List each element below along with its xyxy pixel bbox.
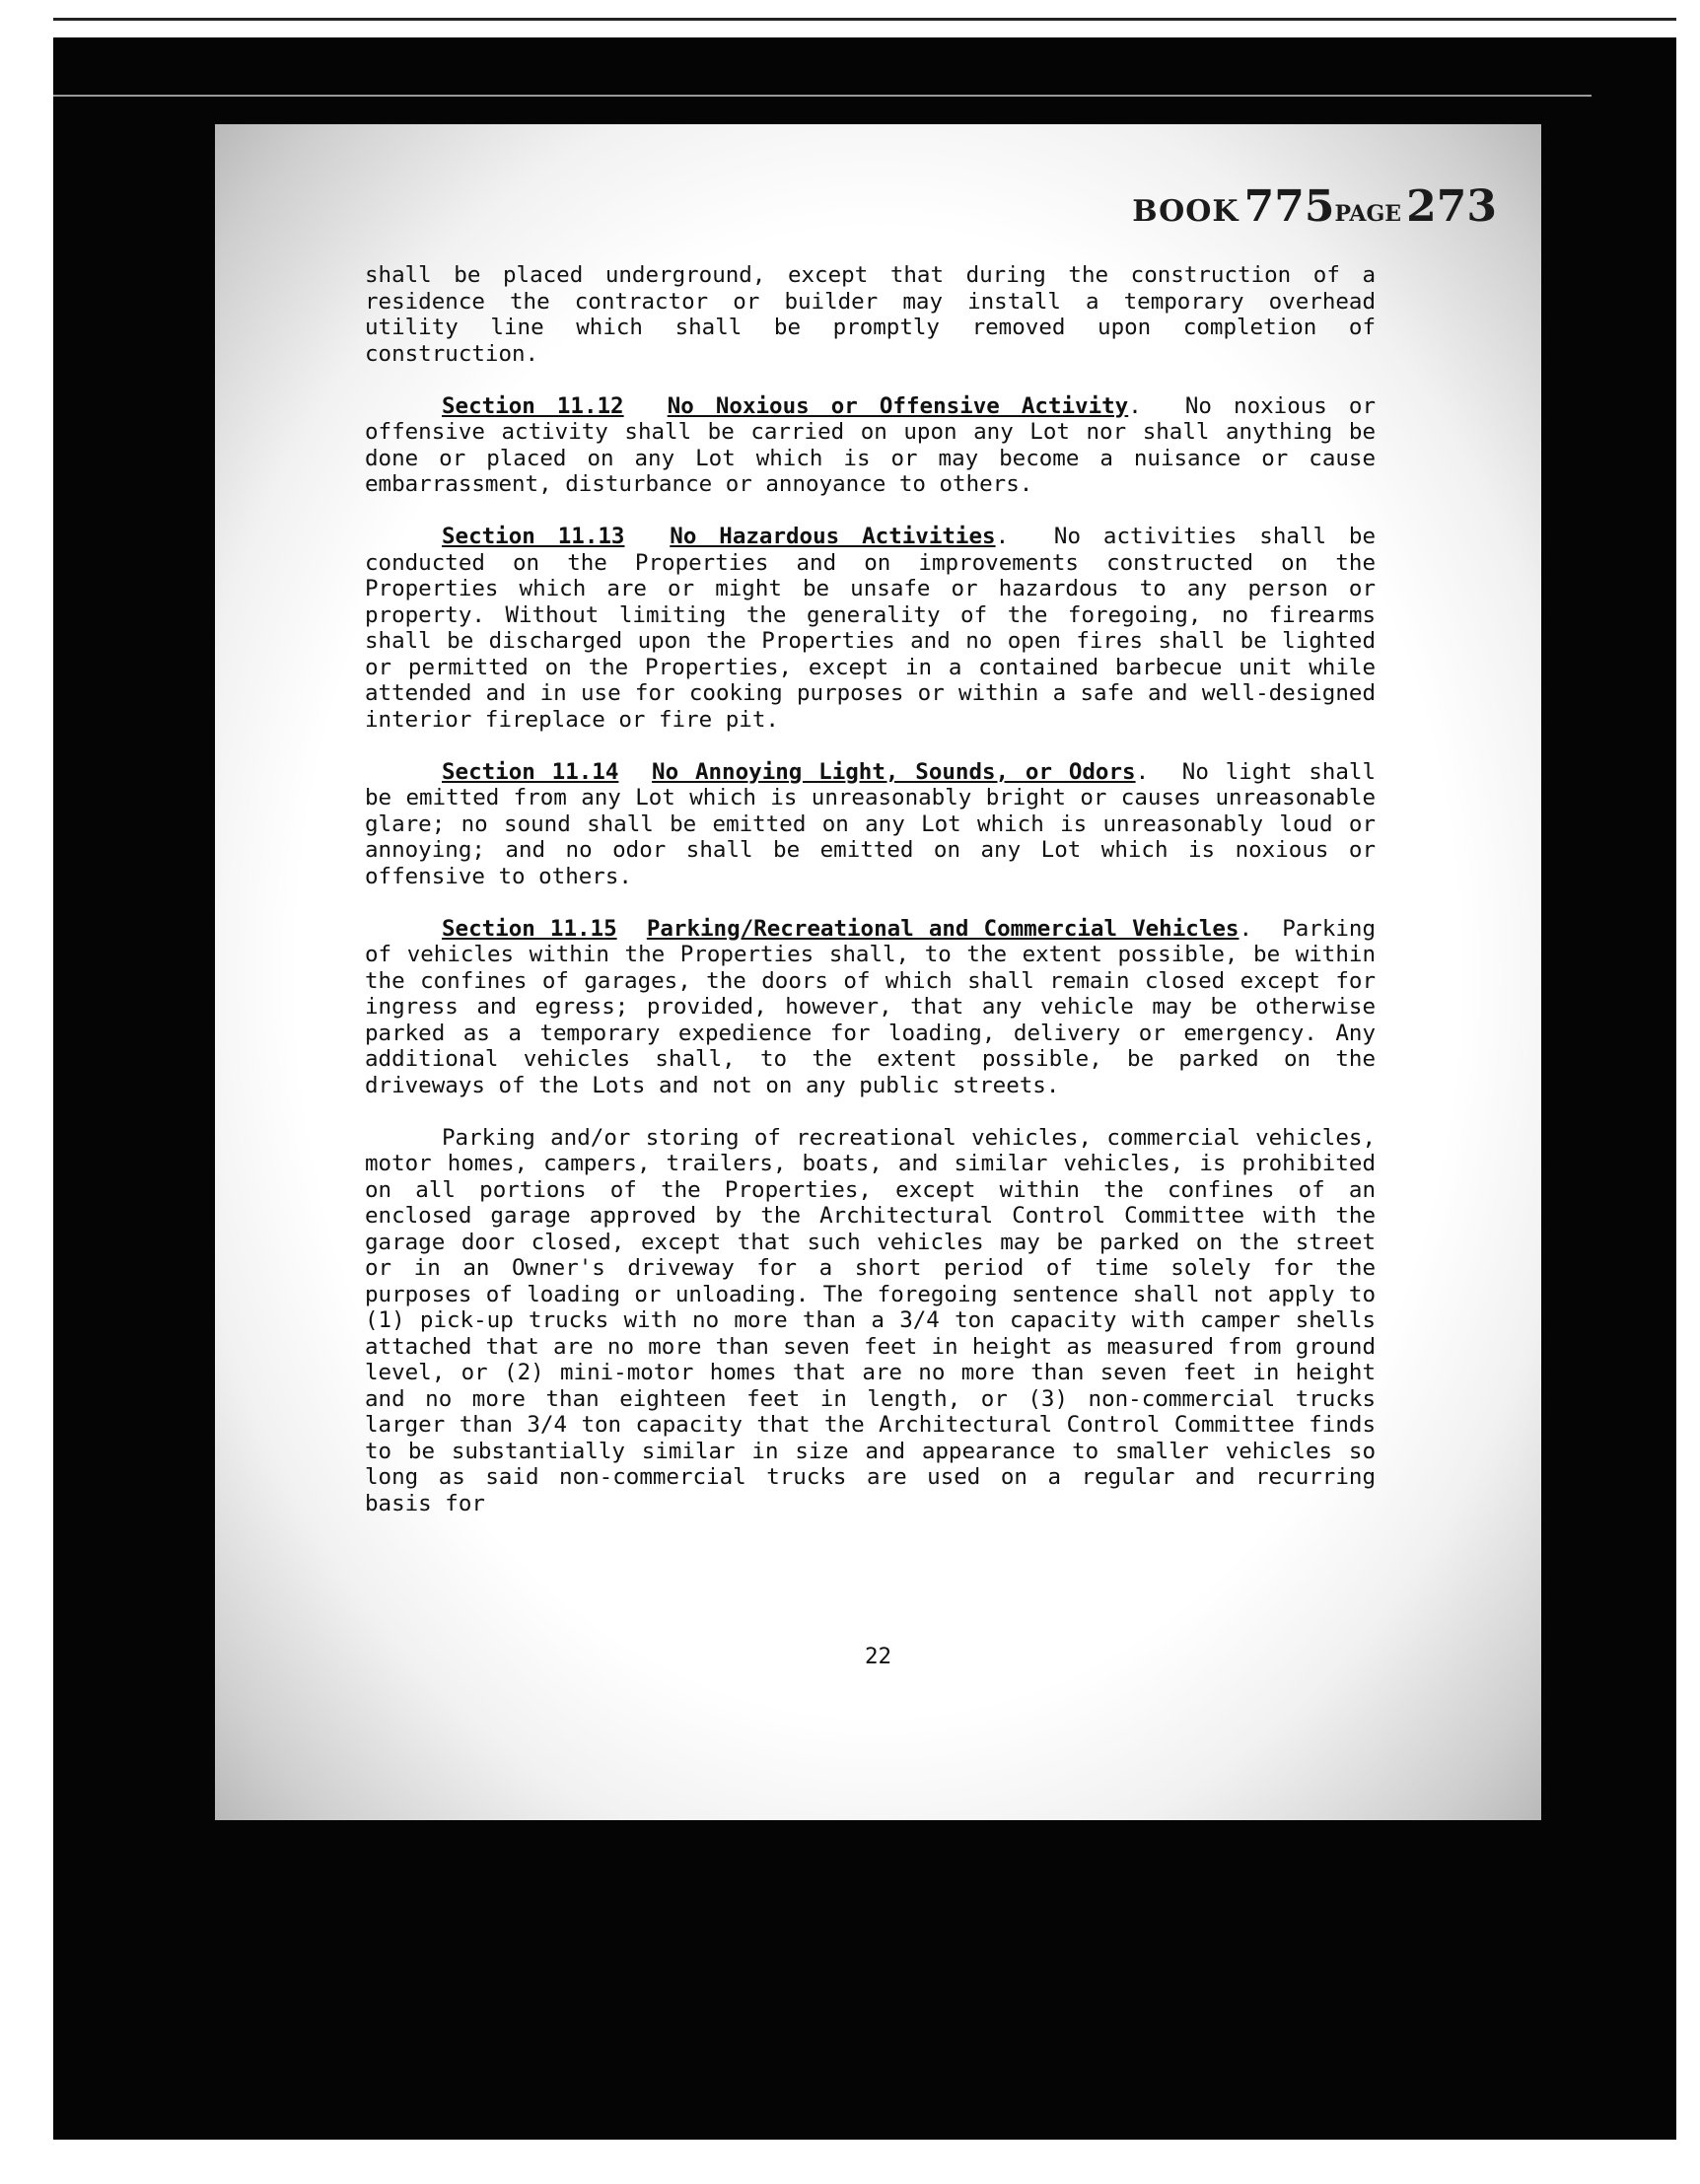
section-body: Parking of vehicles within the Properties shall, to the extent possible, be within the confines of garages, the doors of which shall remain closed except for ingress and egress; provided, however, that any vehicle may be otherwise parked as a temporary expedience for loading, delivery or emergency. Any additional vehicles shall, to the extent possible, be parked on the driveways of the Lots and not on any public streets. <box>365 915 1377 1098</box>
section-number: Section 11.12 <box>442 392 624 419</box>
section-body: No activities shall be conducted on the Properties and on improvements constructed on the Properties which are or might be unsafe or hazardous to any person or property. Without limiting the generality of the foregoing, no firearms shall be discharged upon the Properties and no open fires shall be lighted or permitted on the Properties, except in a contained barbecue unit while attended and in use for cooking purposes or within a safe and well-designed interior fireplace or fire pit. <box>365 524 1377 733</box>
section-title: No Noxious or Offensive Activity <box>667 392 1129 419</box>
section-number: Section 11.14 <box>442 758 619 785</box>
section-11-12: Section 11.12 No Noxious or Offensive Activity. No noxious or offensive activity shall be carried on upon any Lot nor shall anything be done or placed on any Lot which is or may become a nuisance or cause embarrassment, disturbance or annoyance to others. <box>365 392 1376 497</box>
section-body: No light shall be emitted from any Lot which is unreasonably bright or causes unreasonable glare; no sound shall be emitted on any Lot which is unreasonably loud or annoying; and no odor shall be emitted on any Lot which is noxious or offensive to others. <box>365 758 1376 889</box>
section-number: Section 11.13 <box>442 524 625 549</box>
section-11-14: Section 11.14 No Annoying Light, Sounds, or Odors. No light shall be emitted from any Lot which is unreasonably bright or causes unreasonable glare; no sound shall be emitted on any Lot which is unreasonably loud or annoying; and no odor shall be emitted on any Lot which is noxious or offensive to others. <box>365 758 1376 889</box>
page-number-stamp: 273 <box>1406 181 1497 232</box>
scan-top-edge <box>53 18 1676 21</box>
body-text <box>365 262 1376 1543</box>
book-number: 775 <box>1243 181 1335 232</box>
scan-rule <box>53 95 1592 97</box>
section-11-15: Section 11.15 Parking/Recreational and Commercial Vehicles. Parking of vehicles within the Properties shall, to the extent possible, be within the confines of garages, the doors of which shall remain closed except for ingress and egress; provided, however, that any vehicle may be otherwise parked as a temporary expedience for loading, delivery or emergency. Any additional vehicles shall, to the extent possible, be parked on the driveways of the Lots and not on any public streets. <box>365 915 1377 1098</box>
page-footer-number: 22 <box>864 1644 892 1669</box>
section-title: No Annoying Light, Sounds, or Odors <box>652 758 1136 785</box>
continuation-paragraph: shall be placed underground, except that during the construction of a residence the contractor or builder may install a temporary overhead utility line which shall be promptly removed upon completion of construction. <box>365 262 1376 367</box>
section-body: No noxious or offensive activity shall be carried on upon any Lot nor shall anything be done or placed on any Lot which is or may become a nuisance or cause embarrassment, disturbance or annoyance to others. <box>365 392 1376 497</box>
parking-paragraph: Parking and/or storing of recreational vehicles, commercial vehicles, motor homes, campers, trailers, boats, and similar vehicles, is prohibited on all portions of the Properties, except within the confines of an enclosed garage approved by the Architectural Control Committee with the garage door closed, except that such vehicles may be parked on the street or in an Owner's driveway for a short period of time solely for the purposes of loading or unloading. The foregoing sentence shall not apply to (1) pick-up trucks with no more than a 3/4 ton capacity with camper shells attached that are no more than seven feet in height as measured from ground level, or (2) mini-motor homes that are no more than seven feet in height and no more than eighteen feet in length, or (3) non-commercial trucks larger than 3/4 ton capacity that the Architectural Control Committee finds to be substantially similar in size and appearance to smaller vehicles so long as said non-commercial trucks are used on a regular and recurring basis for <box>365 1124 1376 1516</box>
section-11-13: Section 11.13 No Hazardous Activities. No activities shall be conducted on the Properties and on improvements constructed on the Properties which are or might be unsafe or hazardous to any person or property. Without limiting the generality of the foregoing, no firearms shall be discharged upon the Properties and no open fires shall be lighted or permitted on the Properties, except in a contained barbecue unit while attended and in use for cooking purposes or within a safe and well-designed interior fireplace or fire pit. <box>365 524 1377 733</box>
section-title: Parking/Recreational and Commercial Vehicles <box>646 915 1240 942</box>
section-title: No Hazardous Activities <box>670 524 996 549</box>
page-label: PAGE <box>1334 201 1402 227</box>
section-number: Section 11.15 <box>442 915 617 942</box>
book-page-stamp <box>1132 181 1497 232</box>
document-page <box>215 124 1541 1820</box>
book-label: BOOK <box>1132 194 1240 229</box>
